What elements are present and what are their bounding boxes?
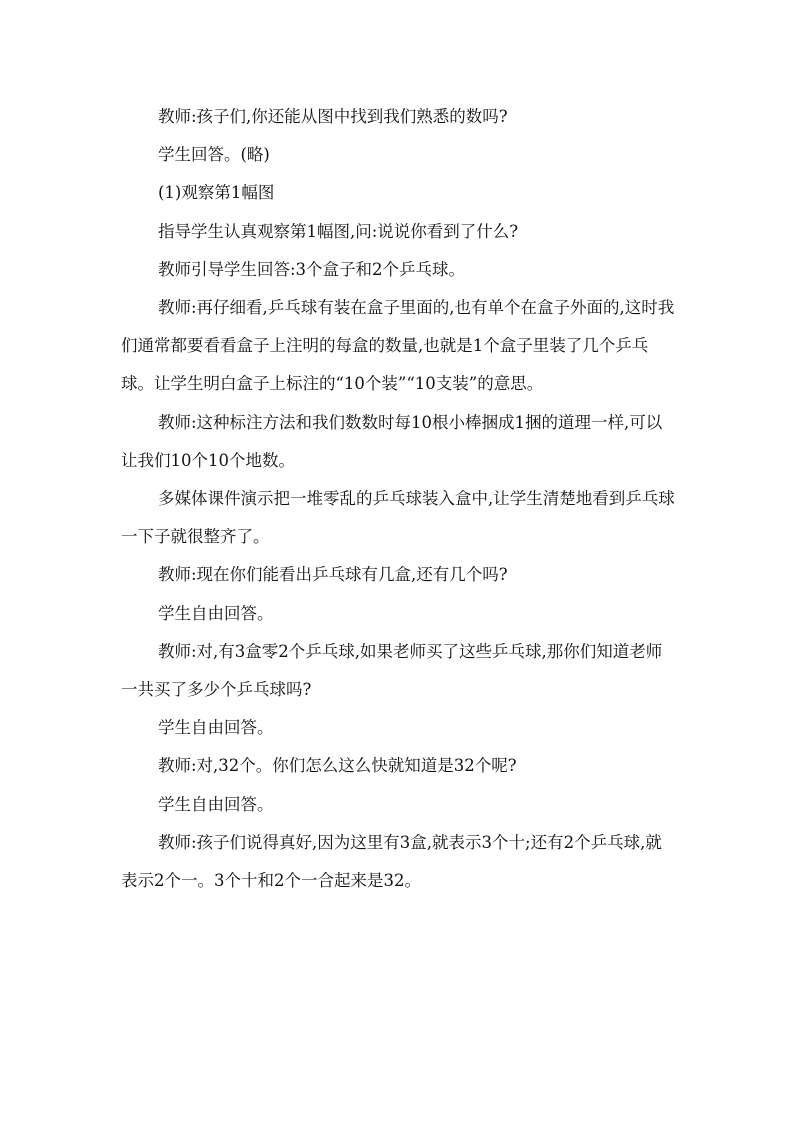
paragraph: 教师:现在你们能看出乒乓球有几盒,还有几个吗?: [158, 565, 508, 585]
document-body: [121, 98, 677, 900]
paragraph: 学生回答。(略): [158, 145, 270, 165]
paragraph: 教师:这种标注方法和我们数数时每10根小棒捆成1捆的道理一样,可以让我们10个10个地数。: [121, 412, 663, 470]
paragraph: (1)观察第1幅图: [158, 183, 275, 203]
paragraph: 指导学生认真观察第1幅图,问:说说你看到了什么?: [158, 221, 519, 241]
paragraph: 学生自由回答。: [158, 718, 274, 738]
paragraph: 学生自由回答。: [158, 794, 274, 814]
paragraph: 教师:再仔细看,乒乓球有装在盒子里面的,也有单个在盒子外面的,这时我们通常都要看看盒子上注明的每盒的数量,也就是1个盒子里装了几个乒乓球。让学生明白盒子上标注的“10个装”“10支装”的意思。: [121, 298, 675, 394]
paragraph: 教师:孩子们,你还能从图中找到我们熟悉的数吗?: [158, 107, 508, 126]
paragraph: 学生自由回答。: [158, 603, 274, 623]
paragraph: 教师:对,32个。你们怎么这么快就知道是32个呢?: [158, 756, 517, 776]
paragraph: 教师:孩子们说得真好,因为这里有3盒,就表示3个十;还有2个乒乓球,就表示2个一。3个十和2个一合起来是32。: [121, 832, 662, 891]
paragraph: 多媒体课件演示把一堆零乱的乒乓球装入盒中,让学生清楚地看到乒乓球一下子就很整齐了。: [121, 489, 675, 547]
paragraph: 教师引导学生回答:3个盒子和2个乒乓球。: [158, 259, 466, 279]
paragraph: 教师:对,有3盒零2个乒乓球,如果老师买了这些乒乓球,那你们知道老师一共买了多少个乒乓球吗?: [121, 641, 663, 700]
